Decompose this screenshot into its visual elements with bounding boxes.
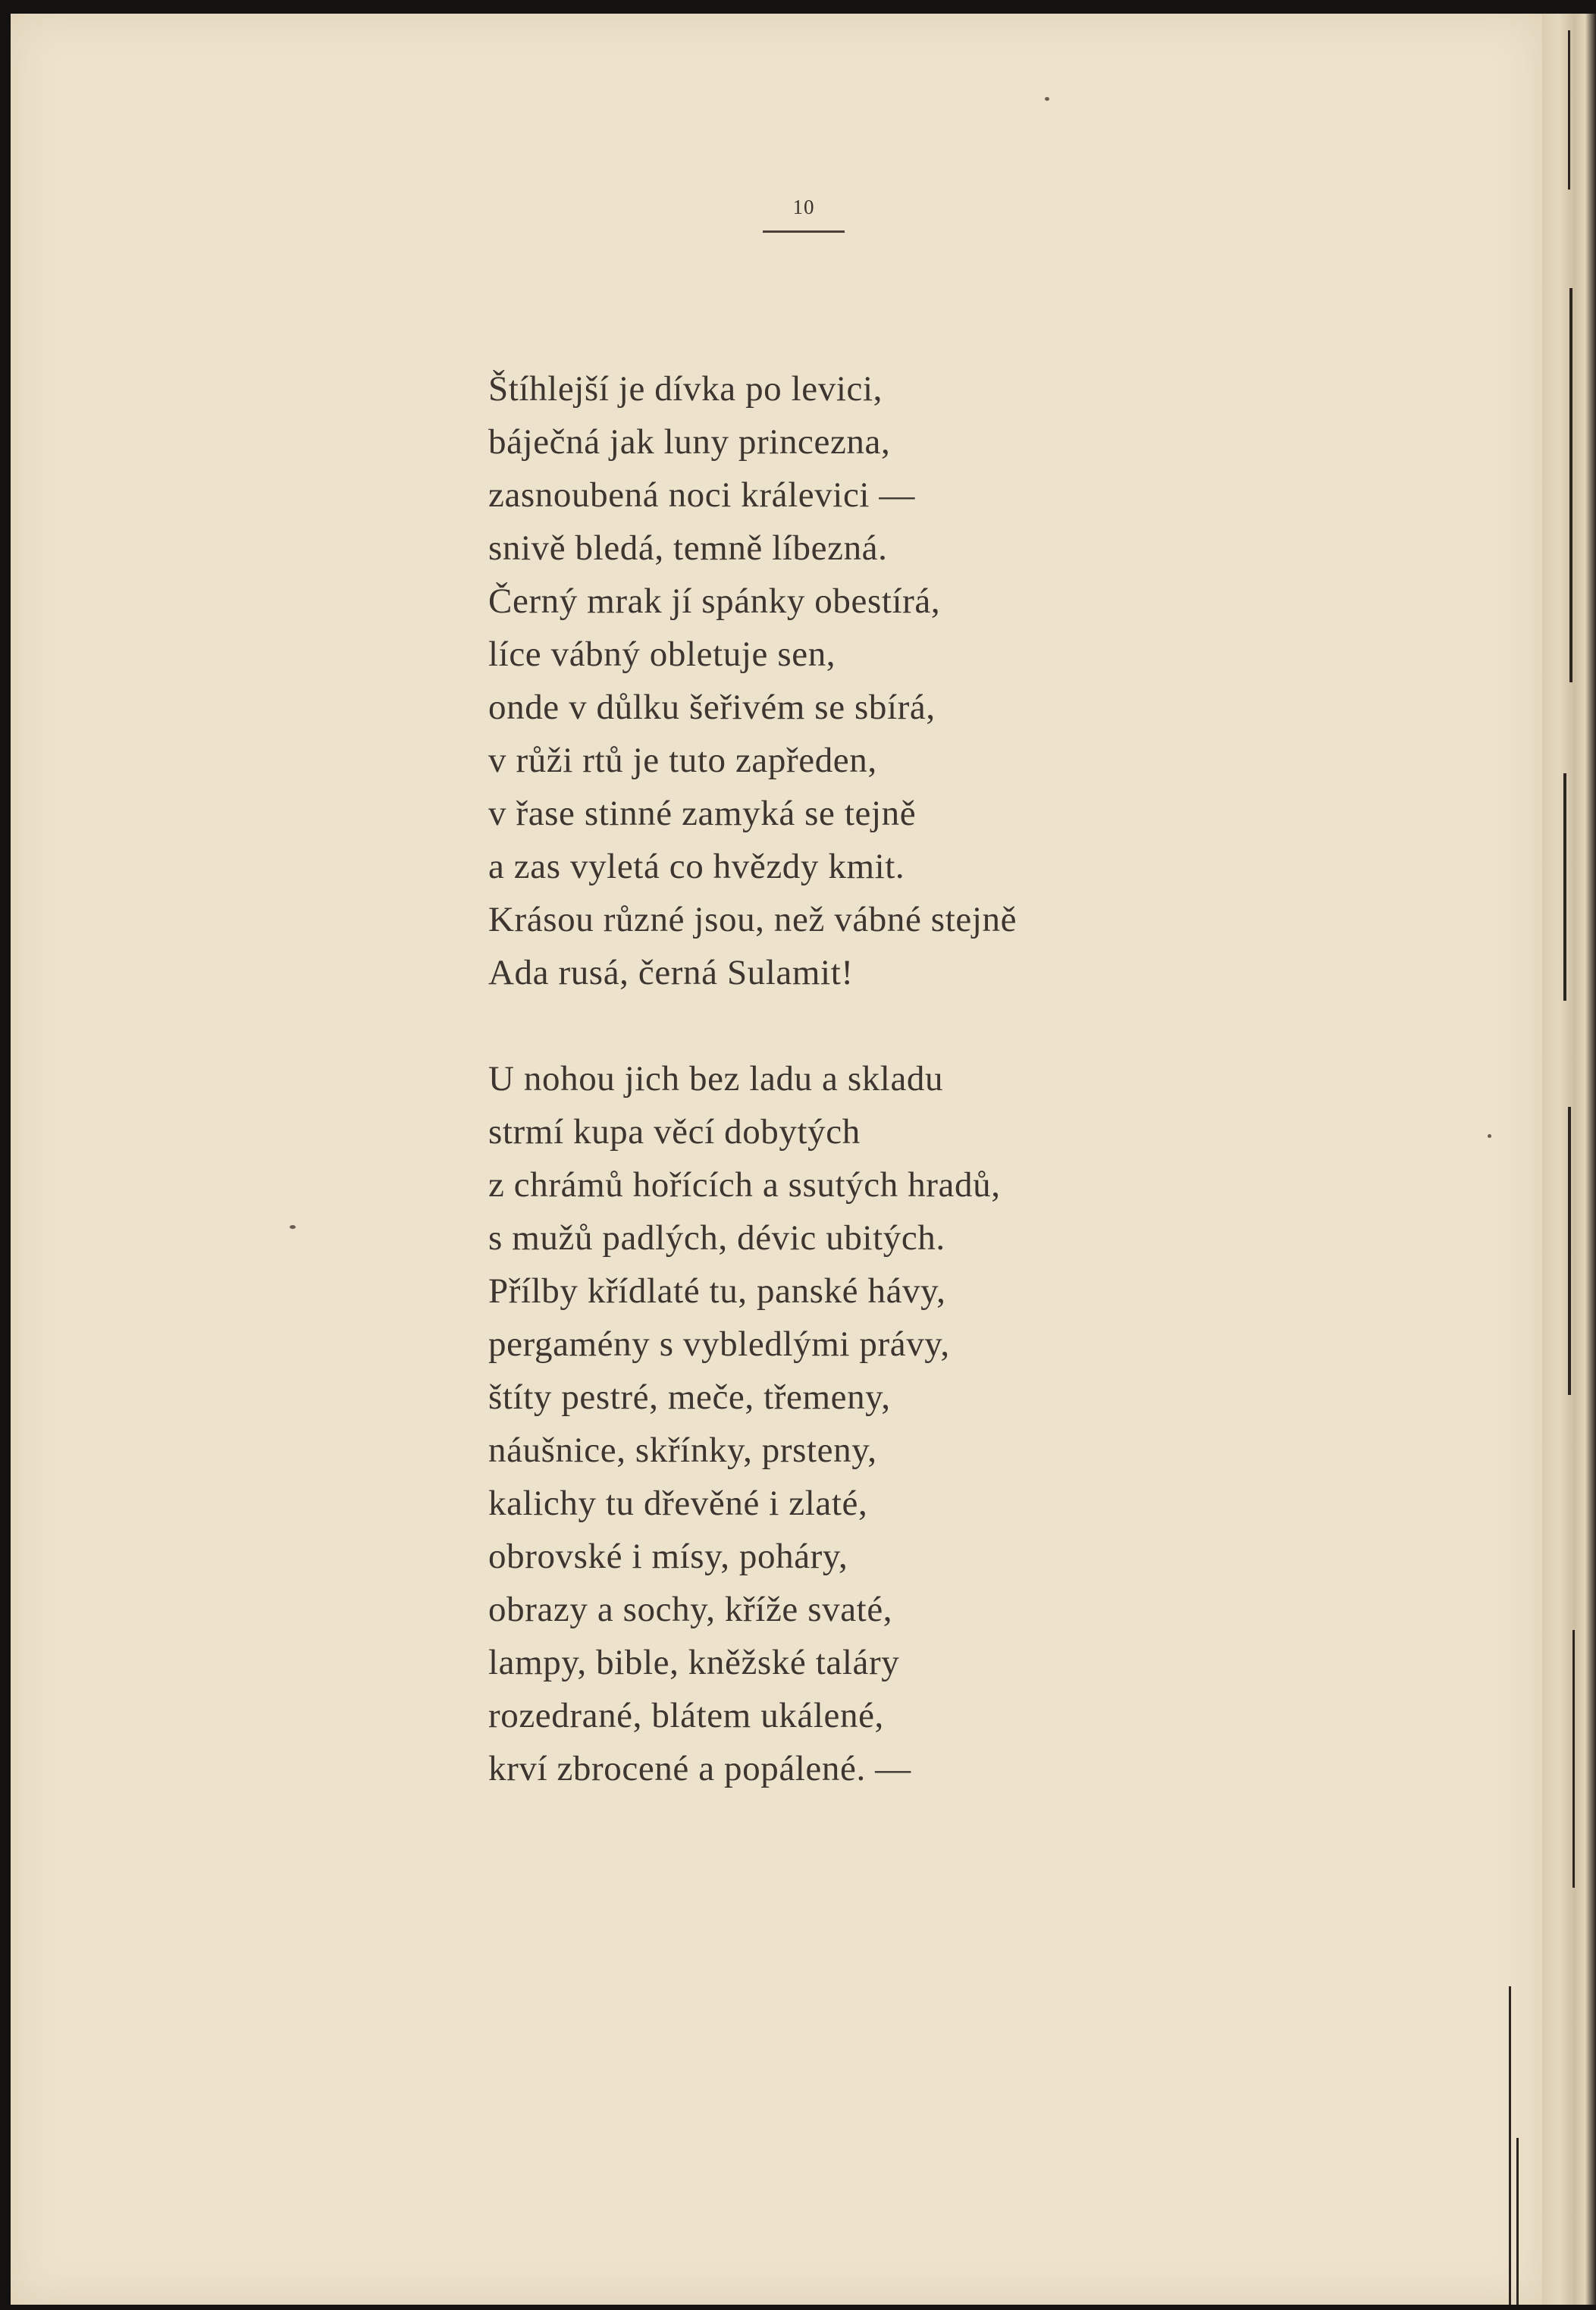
verse-line: náušnice, skřínky, prsteny, — [488, 1431, 877, 1470]
verse-line: obrovské i mísy, poháry, — [488, 1537, 848, 1576]
verse-line: štíty pestré, meče, třemeny, — [488, 1378, 891, 1417]
verse-line: v růži rtů je tuto zapředen, — [488, 741, 877, 780]
verse-line: pergamény s vybledlými právy, — [488, 1324, 950, 1364]
edge-rule — [1568, 1107, 1571, 1395]
verse-line: snivě bledá, temně líbezná. — [488, 528, 888, 568]
stanza — [488, 1052, 1322, 1795]
speck — [1045, 97, 1049, 101]
edge-rule — [1568, 30, 1570, 190]
edge-rule — [1572, 1630, 1575, 1888]
verse-line: v řase stinné zamyká se tejně — [488, 794, 917, 833]
verse-line: Ada rusá, černá Sulamit! — [488, 953, 854, 992]
page-number-rule — [763, 230, 845, 233]
verse-line: z chrámů hořících a ssutých hradů, — [488, 1165, 1001, 1205]
verse-line: Štíhlejší je dívka po levici, — [488, 369, 883, 409]
speck — [290, 1225, 296, 1229]
verse-line: Přílby křídlaté tu, panské hávy, — [488, 1271, 946, 1311]
poem — [488, 362, 1322, 1795]
verse-line: onde v důlku šeřivém se sbírá, — [488, 688, 936, 727]
verse-line: krví zbrocené a popálené. — — [488, 1749, 911, 1788]
verse-line: obrazy a sochy, kříže svaté, — [488, 1590, 893, 1629]
verse-line: a zas vyletá co hvězdy kmit. — [488, 847, 905, 886]
verse-line: U nohou jich bez ladu a skladu — [488, 1059, 944, 1099]
verse-line: kalichy tu dřevěné i zlaté, — [488, 1484, 868, 1523]
verse-line: báječná jak luny princezna, — [488, 422, 891, 462]
edge-rule — [1569, 288, 1572, 682]
verse-line: lampy, bible, kněžské taláry — [488, 1643, 900, 1682]
stanza — [488, 362, 1322, 999]
verse-line: Krásou různé jsou, než vábné stejně — [488, 900, 1017, 939]
edge-rule — [1509, 1986, 1511, 2305]
verse-line: s mužů padlých, dévic ubitých. — [488, 1218, 945, 1258]
page-number: 10 — [792, 196, 815, 218]
verse-line: líce vábný obletuje sen, — [488, 635, 836, 674]
verse-line: zasnoubená noci králevici — — [488, 475, 916, 515]
edge-rule — [1563, 773, 1566, 1001]
verse-line: rozedrané, blátem ukálené, — [488, 1696, 884, 1735]
speck — [1488, 1134, 1491, 1138]
verse-line: Černý mrak jí spánky obestírá, — [488, 581, 941, 621]
edge-rule — [1516, 2138, 1519, 2305]
verse-line: strmí kupa věcí dobytých — [488, 1112, 861, 1152]
